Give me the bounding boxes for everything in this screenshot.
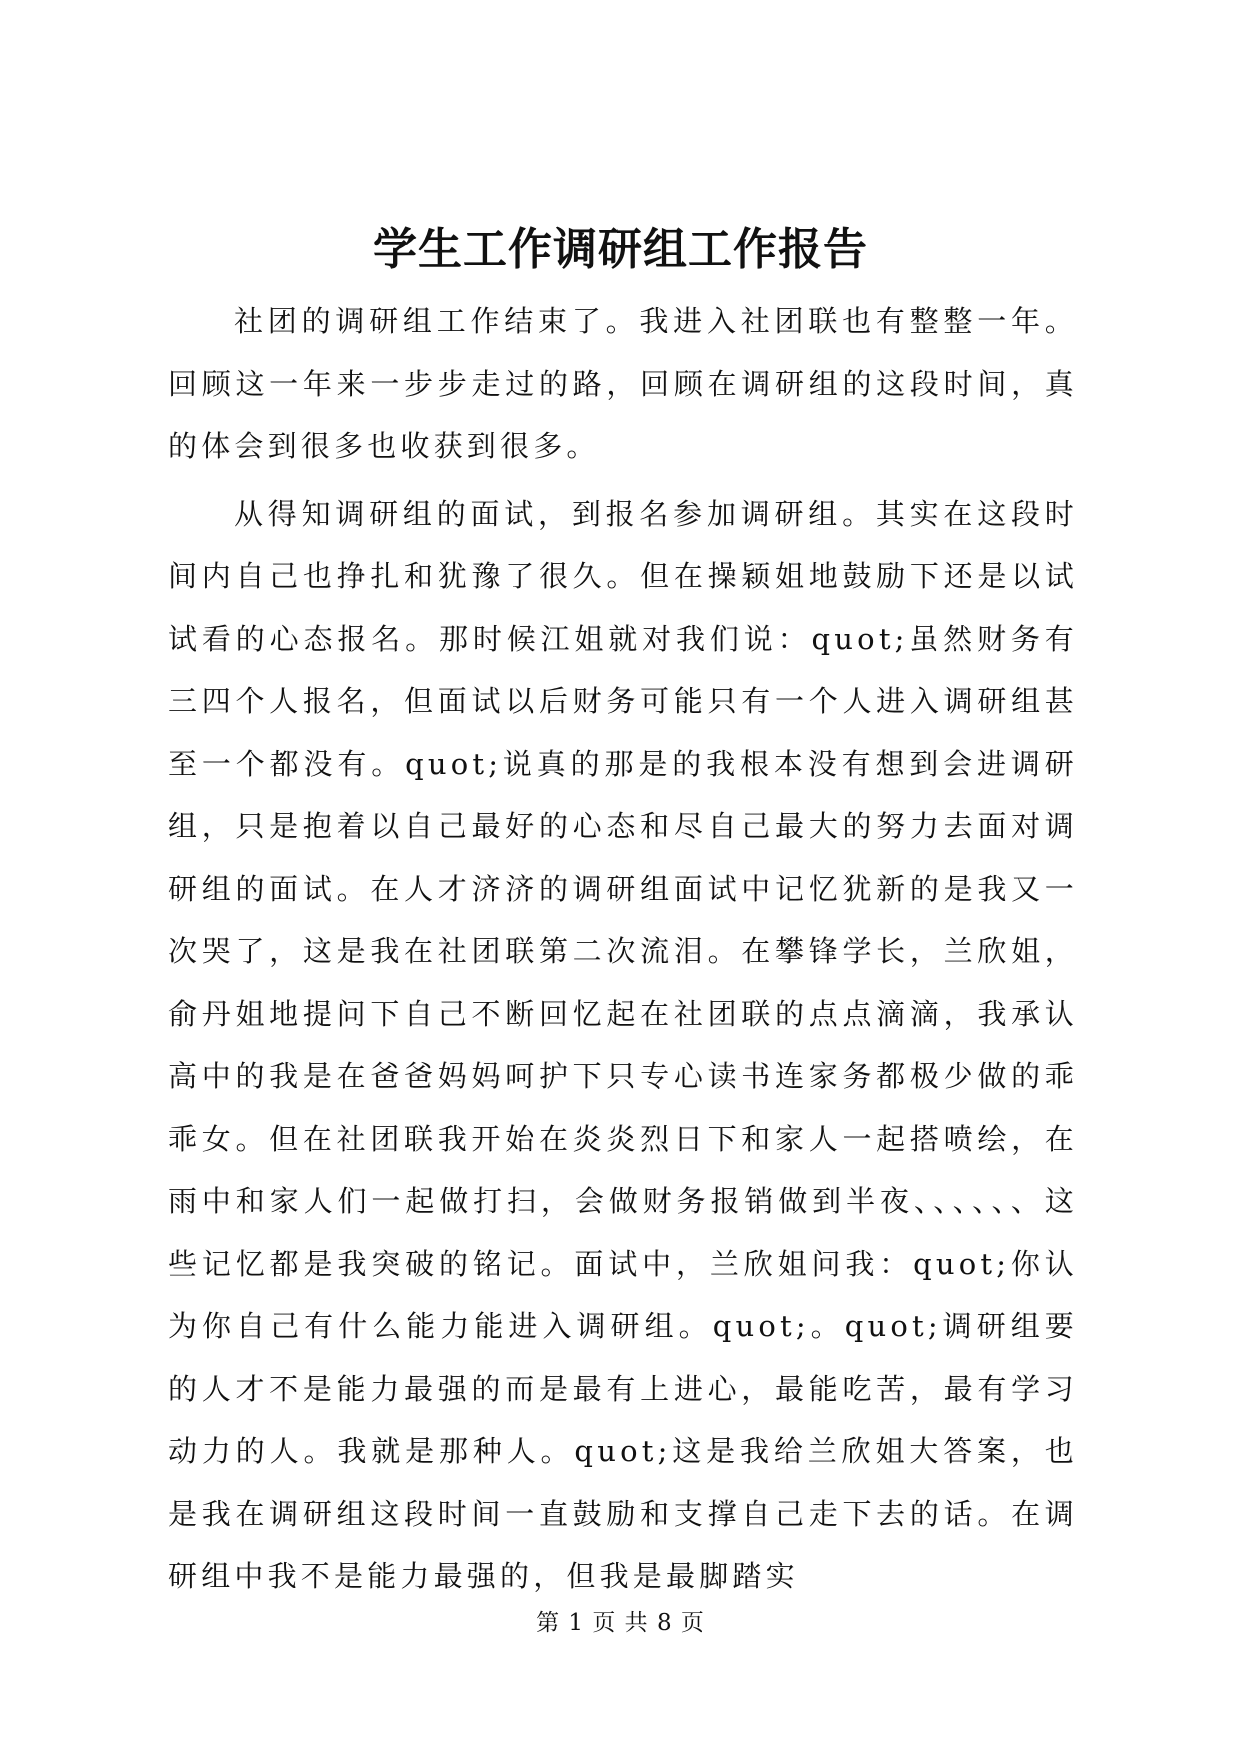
document-body (168, 290, 1078, 1608)
paragraph-1: 社团的调研组工作结束了。我进入社团联也有整整一年。回顾这一年来一步步走过的路，回顾在调研组的这段时间，真的体会到很多也收获到很多。 (168, 304, 1078, 463)
paragraph-2: 从得知调研组的面试，到报名参加调研组。其实在这段时间内自己也挣扎和犹豫了很久。但在操颖姐地鼓励下还是以试试看的心态报名。那时候江姐就对我们说：quot;虽然财务有三四个人报名，但面试以后财务可能只有一个人进入调研组甚至一个都没有。quot;说真的那是的我根本没有想到会进调研组，只是抱着以自己最好的心态和尽自己最大的努力去面对调研组的面试。在人才济济的调研组面试中记忆犹新的是我又一次哭了，这是我在社团联第二次流泪。在攀锋学长，兰欣姐，俞丹姐地提问下自己不断回忆起在社团联的点点滴滴，我承认高中的我是在爸爸妈妈呵护下只专心读书连家务都极少做的乖乖女。但在社团联我开始在炎炎烈日下和家人一起搭喷绘，在雨中和家人们一起做打扫，会做财务报销做到半夜、、、、、、这些记忆都是我突破的铭记。面试中，兰欣姐问我：quot;你认为你自己有什么能力能进入调研组。quot;。quot;调研组要的人才不是能力最强的而是最有上进心，最能吃苦，最有学习动力的人。我就是那种人。quot;这是我给兰欣姐大答案，也是我在调研组这段时间一直鼓励和支撑自己走下去的话。在调研组中我不是能力最强的，但我是最脚踏实 (168, 496, 1078, 1593)
page-footer: 第 1 页 共 8 页 (536, 1610, 705, 1636)
document-title: 学生工作调研组工作报告 (373, 224, 868, 275)
